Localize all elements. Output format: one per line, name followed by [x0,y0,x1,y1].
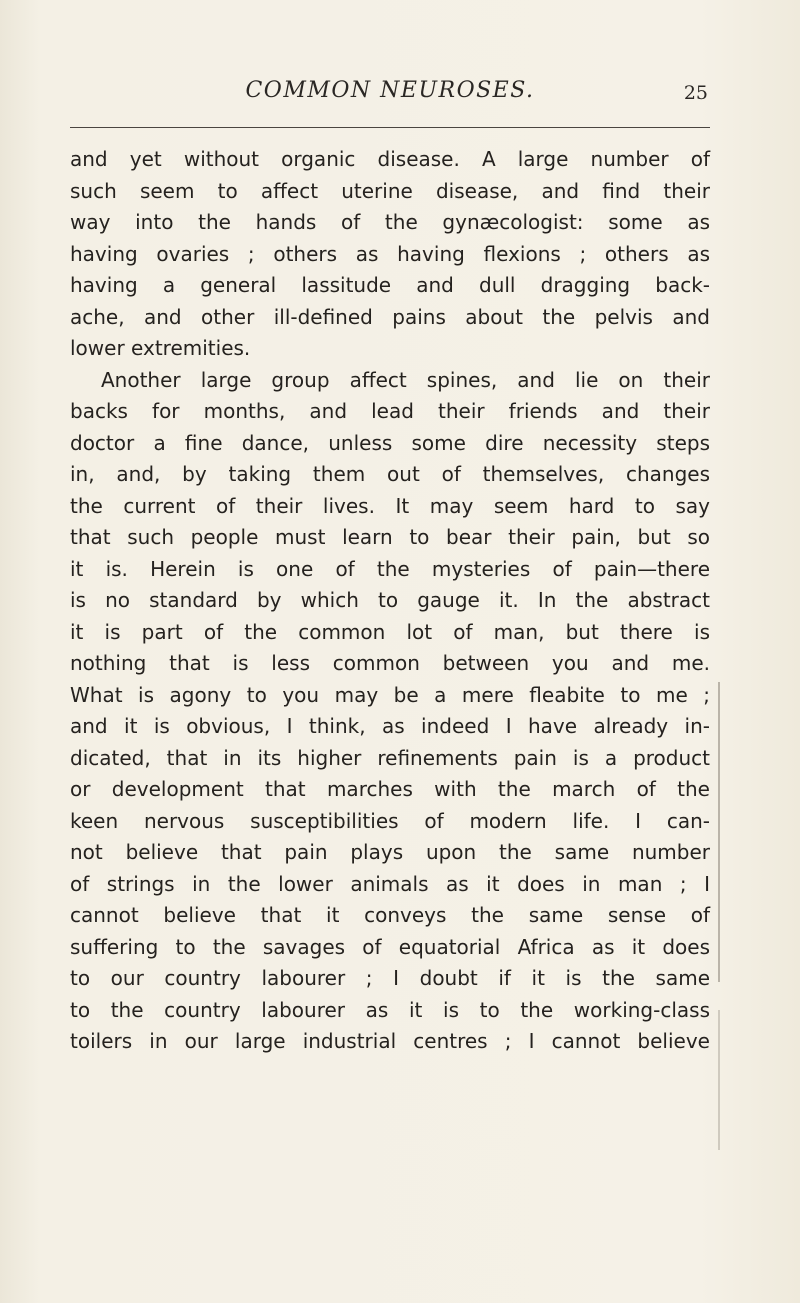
text-line: to the country labourer as it is to the working-class [70,997,710,1022]
text-line: such seem to affect uterine disease, and find their [70,178,710,203]
text-line: doctor a fine dance, unless some dire necessity steps [70,430,710,455]
text-line: ache, and other ill-defined pains about the pelvis and [70,304,710,329]
text-line: toilers in our large industrial centres ; I cannot believe [70,1029,710,1053]
text-line: dicated, that in its higher refinements pain is a product [70,745,710,770]
text-line: having a general lassitude and dull dragging back- [70,273,710,297]
page-number: 25 [683,82,708,104]
text-line: and yet without organic disease. A large number of [70,147,710,171]
text-line: that such people must learn to bear their pain, but so [70,525,710,549]
paragraph-end-line: lower extremities. [70,336,251,360]
text-line: and it is obvious, I think, as indeed I have already in- [70,714,710,738]
text-line: What is agony to you may be a mere fleabite to me ; [70,682,710,707]
text-line: backs for months, and lead their friends and their [70,399,710,423]
text-line: to our country labourer ; I doubt if it is the same [70,966,710,990]
text-line: or development that marches with the march of the [70,777,710,801]
text-line: nothing that is less common between you and me. [70,651,710,675]
paragraph-start-line: Another large group affect spines, and lie on their [101,367,710,392]
text-line: it is. Herein is one of the mysteries of pain—there [70,556,710,581]
text-line: not believe that pain plays upon the same number [70,840,710,864]
header-rule [70,127,710,128]
text-line: cannot believe that it conveys the same sense of [70,903,710,927]
text-line: having ovaries ; others as having flexions ; others as [70,241,710,266]
text-line: in, and, by taking them out of themselves, changes [70,462,710,486]
text-line: it is part of the common lot of man, but there is [70,619,710,644]
text-line: suffering to the savages of equatorial Africa as it does [70,934,710,959]
running-head: COMMON NEUROSES. [245,78,535,103]
page-edge-shadow [718,682,720,982]
page-header [70,78,710,114]
body-text [70,144,710,1058]
page-edge-shadow [718,1010,720,1150]
text-line: keen nervous susceptibilities of modern life. I can- [70,808,710,833]
text-line: way into the hands of the gynæcologist: some as [70,210,710,234]
text-line: the current of their lives. It may seem hard to say [70,493,710,518]
text-line: of strings in the lower animals as it does in man ; I [70,871,710,896]
text-line: is no standard by which to gauge it. In the abstract [70,588,710,612]
